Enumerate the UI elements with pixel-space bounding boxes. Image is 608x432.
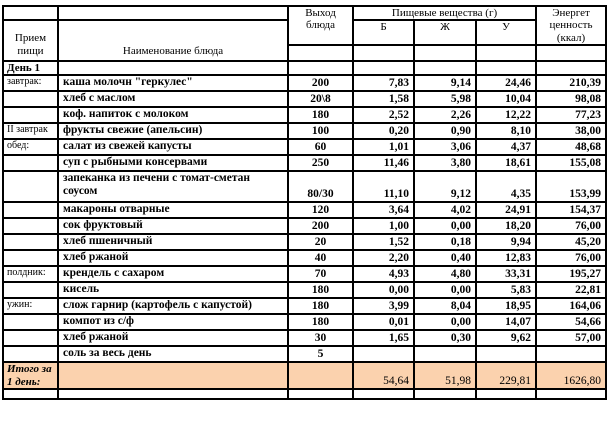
carbs-column-header: У <box>476 20 536 45</box>
table-row <box>3 250 606 266</box>
energy-header-spacer <box>536 45 606 61</box>
kcal-cell: 164,06 <box>536 298 606 314</box>
fat-cell: 0,40 <box>414 250 476 266</box>
kcal-cell <box>536 389 606 399</box>
table-row <box>3 298 606 314</box>
dish-cell: слож гарнир (картофель с капустой) <box>58 298 288 314</box>
kcal-cell: 54,66 <box>536 314 606 330</box>
meal-cell <box>3 250 58 266</box>
output-cell: 5 <box>288 346 353 362</box>
meal-cell <box>3 282 58 298</box>
kcal-cell: 77,23 <box>536 107 606 123</box>
output-cell: 100 <box>288 123 353 139</box>
meal-cell: обед: <box>3 139 58 155</box>
output-header-spacer <box>288 45 353 61</box>
dish-cell <box>58 389 288 399</box>
meal-cell <box>3 171 58 202</box>
protein-cell <box>353 61 414 75</box>
meal-column-header: Прием пищи <box>3 20 58 61</box>
fat-cell <box>414 61 476 75</box>
total-row <box>3 362 606 389</box>
meal-cell <box>3 314 58 330</box>
table-row <box>3 139 606 155</box>
protein-cell: 1,00 <box>353 218 414 234</box>
table-row <box>3 171 606 202</box>
day-header-row <box>3 61 606 75</box>
table-row <box>3 75 606 91</box>
kcal-cell: 22,81 <box>536 282 606 298</box>
protein-column-header: Б <box>353 20 414 45</box>
output-column-header: Выход блюда <box>288 6 353 45</box>
protein-cell: 2,20 <box>353 250 414 266</box>
fat-cell: 0,00 <box>414 218 476 234</box>
dish-cell: хлеб пшеничный <box>58 234 288 250</box>
table-row <box>3 234 606 250</box>
carbs-cell: 5,83 <box>476 282 536 298</box>
dish-cell <box>58 362 288 389</box>
fat-column-header: Ж <box>414 20 476 45</box>
dish-cell: хлеб ржаной <box>58 250 288 266</box>
dish-cell <box>58 61 288 75</box>
dish-cell: хлеб с маслом <box>58 91 288 107</box>
table-row <box>3 123 606 139</box>
meal-cell <box>3 202 58 218</box>
output-cell: 180 <box>288 107 353 123</box>
meal-cell <box>3 91 58 107</box>
output-cell <box>288 389 353 399</box>
carbs-cell: 12,22 <box>476 107 536 123</box>
kcal-cell: 38,00 <box>536 123 606 139</box>
kcal-cell: 48,68 <box>536 139 606 155</box>
kcal-cell: 45,20 <box>536 234 606 250</box>
dish-cell: салат из свежей капусты <box>58 139 288 155</box>
carbs-cell: 24,91 <box>476 202 536 218</box>
nutrients-group-header: Пищевые вещества (г) <box>353 6 536 20</box>
output-cell: 20 <box>288 234 353 250</box>
dish-cell: каша молочн "геркулес" <box>58 75 288 91</box>
carbs-cell: 8,10 <box>476 123 536 139</box>
dish-cell: хлеб ржаной <box>58 330 288 346</box>
protein-cell: 0,01 <box>353 314 414 330</box>
fat-header-spacer <box>414 45 476 61</box>
carbs-cell: 9,62 <box>476 330 536 346</box>
carbs-cell: 14,07 <box>476 314 536 330</box>
dish-cell: запеканка из печени с томат-сметан соусом <box>58 171 288 202</box>
output-cell: 30 <box>288 330 353 346</box>
carbs-cell <box>476 389 536 399</box>
table-row <box>3 282 606 298</box>
protein-cell: 1,65 <box>353 330 414 346</box>
output-cell: 250 <box>288 155 353 171</box>
meal-cell <box>3 218 58 234</box>
energy-column-header: Энергет ценность (ккал) <box>536 6 606 45</box>
dish-cell: фрукты свежие (апельсин) <box>58 123 288 139</box>
fat-cell: 5,98 <box>414 91 476 107</box>
output-cell <box>288 362 353 389</box>
dish-header-spacer <box>58 6 288 20</box>
meal-cell <box>3 389 58 399</box>
kcal-cell: 57,00 <box>536 330 606 346</box>
dish-cell: макароны отварные <box>58 202 288 218</box>
protein-cell: 3,99 <box>353 298 414 314</box>
output-cell <box>288 61 353 75</box>
dish-cell: соль за весь день <box>58 346 288 362</box>
meal-cell <box>3 234 58 250</box>
dish-cell: сок фруктовый <box>58 218 288 234</box>
kcal-cell: 210,39 <box>536 75 606 91</box>
fat-cell: 3,06 <box>414 139 476 155</box>
meal-cell <box>3 155 58 171</box>
menu-nutrition-table <box>2 5 607 400</box>
table-row <box>3 107 606 123</box>
kcal-cell: 76,00 <box>536 218 606 234</box>
kcal-cell <box>536 346 606 362</box>
carbs-cell: 33,31 <box>476 266 536 282</box>
dish-cell: кисель <box>58 282 288 298</box>
output-cell: 60 <box>288 139 353 155</box>
table-row <box>3 202 606 218</box>
protein-cell: 1,58 <box>353 91 414 107</box>
output-cell: 200 <box>288 218 353 234</box>
fat-cell: 4,80 <box>414 266 476 282</box>
carbs-cell: 4,37 <box>476 139 536 155</box>
meal-cell <box>3 107 58 123</box>
fat-cell: 2,26 <box>414 107 476 123</box>
table-row <box>3 155 606 171</box>
carbs-header-spacer <box>476 45 536 61</box>
dish-cell: коф. напиток с молоком <box>58 107 288 123</box>
protein-cell: 0,00 <box>353 282 414 298</box>
output-cell: 180 <box>288 314 353 330</box>
carbs-cell: 18,61 <box>476 155 536 171</box>
protein-cell: 3,64 <box>353 202 414 218</box>
fat-cell: 0,18 <box>414 234 476 250</box>
fat-cell <box>414 389 476 399</box>
table-row <box>3 314 606 330</box>
protein-cell: 4,93 <box>353 266 414 282</box>
fat-cell: 4,02 <box>414 202 476 218</box>
output-cell: 120 <box>288 202 353 218</box>
carbs-cell: 18,95 <box>476 298 536 314</box>
fat-cell: 8,04 <box>414 298 476 314</box>
fat-cell: 9,12 <box>414 171 476 202</box>
carbs-cell <box>476 346 536 362</box>
meal-cell: II завтрак <box>3 123 58 139</box>
protein-header-spacer <box>353 45 414 61</box>
meal-cell: полдник: <box>3 266 58 282</box>
meal-cell: Итого за 1 день: <box>3 362 58 389</box>
carbs-cell: 24,46 <box>476 75 536 91</box>
meal-cell: День 1 <box>3 61 58 75</box>
protein-cell <box>353 346 414 362</box>
meal-cell: ужин: <box>3 298 58 314</box>
protein-cell: 7,83 <box>353 75 414 91</box>
output-cell: 80/30 <box>288 171 353 202</box>
dish-cell: суп с рыбными консервами <box>58 155 288 171</box>
kcal-cell: 98,08 <box>536 91 606 107</box>
output-cell: 180 <box>288 298 353 314</box>
fat-cell: 0,00 <box>414 314 476 330</box>
fat-cell: 9,14 <box>414 75 476 91</box>
meal-cell: завтрак: <box>3 75 58 91</box>
fat-cell: 0,00 <box>414 282 476 298</box>
kcal-cell: 155,08 <box>536 155 606 171</box>
protein-cell: 11,10 <box>353 171 414 202</box>
meal-cell <box>3 330 58 346</box>
protein-cell <box>353 389 414 399</box>
fat-cell: 3,80 <box>414 155 476 171</box>
table-row <box>3 330 606 346</box>
dish-column-header: Наименование блюда <box>58 20 288 61</box>
protein-cell: 0,20 <box>353 123 414 139</box>
protein-cell: 2,52 <box>353 107 414 123</box>
meal-header-spacer <box>3 6 58 20</box>
output-cell: 70 <box>288 266 353 282</box>
kcal-cell: 154,37 <box>536 202 606 218</box>
kcal-cell: 76,00 <box>536 250 606 266</box>
fat-cell: 0,30 <box>414 330 476 346</box>
carbs-cell: 229,81 <box>476 362 536 389</box>
kcal-cell <box>536 61 606 75</box>
table-row <box>3 346 606 362</box>
kcal-cell: 1626,80 <box>536 362 606 389</box>
carbs-cell: 12,83 <box>476 250 536 266</box>
menu-table-body <box>3 61 606 399</box>
protein-cell: 1,01 <box>353 139 414 155</box>
meal-cell <box>3 346 58 362</box>
carbs-cell: 10,04 <box>476 91 536 107</box>
dish-cell: крендель с сахаром <box>58 266 288 282</box>
fat-cell: 51,98 <box>414 362 476 389</box>
carbs-cell: 9,94 <box>476 234 536 250</box>
protein-cell: 1,52 <box>353 234 414 250</box>
fat-cell: 0,90 <box>414 123 476 139</box>
fat-cell <box>414 346 476 362</box>
table-row <box>3 218 606 234</box>
protein-cell: 54,64 <box>353 362 414 389</box>
output-cell: 200 <box>288 75 353 91</box>
output-cell: 20\8 <box>288 91 353 107</box>
table-row <box>3 266 606 282</box>
carbs-cell: 18,20 <box>476 218 536 234</box>
output-cell: 40 <box>288 250 353 266</box>
kcal-cell: 153,99 <box>536 171 606 202</box>
carbs-cell: 4,35 <box>476 171 536 202</box>
carbs-cell <box>476 61 536 75</box>
table-row <box>3 91 606 107</box>
protein-cell: 11,46 <box>353 155 414 171</box>
dish-cell: компот из с/ф <box>58 314 288 330</box>
table-row <box>3 389 606 399</box>
kcal-cell: 195,27 <box>536 266 606 282</box>
header-row-top <box>3 6 606 20</box>
output-cell: 180 <box>288 282 353 298</box>
